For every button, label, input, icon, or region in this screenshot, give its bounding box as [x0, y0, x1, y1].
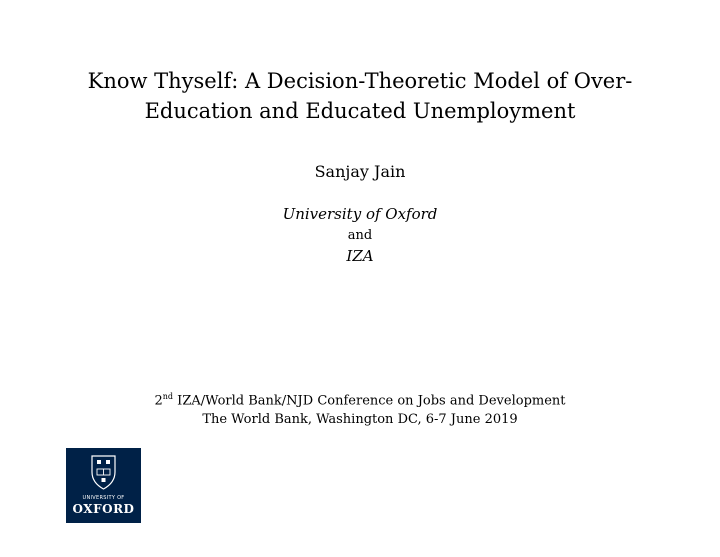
affiliation-conjunction: and — [347, 228, 373, 243]
slide-title — [60, 66, 660, 126]
conference-line-2: The World Bank, Washington DC, 6-7 June 2019 — [202, 412, 518, 428]
affiliations — [0, 204, 720, 267]
affiliation-oxford: University of Oxford — [282, 205, 438, 223]
logo-university-of: UNIVERSITY OF — [82, 495, 125, 501]
conference-ordinal-suffix: nd — [162, 392, 174, 401]
conference-title: IZA/World Bank/NJD Conference on Jobs and Development — [173, 393, 566, 409]
conference-ordinal-number: 2 — [154, 393, 163, 409]
oxford-logo — [66, 448, 141, 523]
title-line-2: Education and Educated Unemployment — [144, 99, 576, 123]
conference-info — [0, 387, 720, 429]
conference-line-1 — [0, 387, 720, 410]
author-name: Sanjay Jain — [314, 162, 406, 181]
title-line-1: Know Thyself: A Decision-Theoretic Model of Over- — [87, 69, 633, 93]
affiliation-iza: IZA — [346, 247, 374, 265]
logo-oxford: OXFORD — [72, 502, 135, 516]
